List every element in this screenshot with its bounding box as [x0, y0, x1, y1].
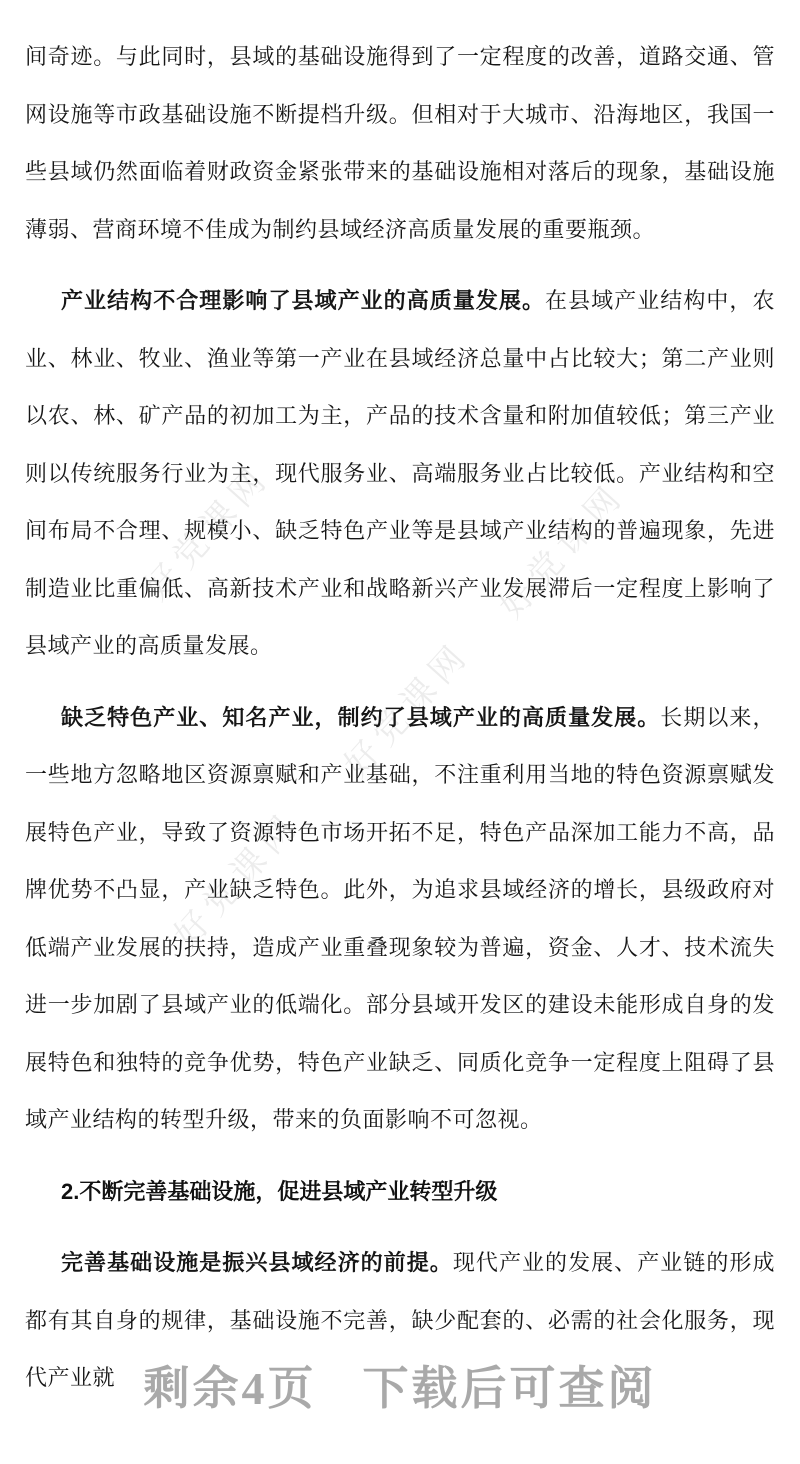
paragraph-lead-bold: 缺乏特色产业、知名产业，制约了县域产业的高质量发展。: [61, 704, 661, 730]
remaining-pages-label: 剩余4页: [143, 1363, 317, 1414]
paragraph-body-text: 长期以来，一些地方忽略地区资源禀赋和产业基础，不注重利用当地的特色资源禀赋发展特色产业，导致了资源特色市场开拓不足，特色产品深加工能力不高，品牌优势不凸显，产业缺乏特色。此外，为追求县域经济的增长，县级政府对低端产业发展的扶持，造成产业重叠现象较为普遍，资金、人才、技术流失进一步加剧了县域产业的低端化。部分县域开发区的建设未能形成自身的发展特色和独特的竞争优势，特色产业缺乏、同质化竞争一定程度上阻碍了县域产业结构的转型升级，带来的负面影响不可忽视。: [25, 704, 775, 1132]
site-watermark: 好党课网: [137, 457, 278, 608]
site-watermark: 好党课网: [167, 804, 308, 955]
paragraph-lack-of-featured-industry: [25, 689, 775, 1149]
paragraph-lead-bold: 完善基础设施是振兴县域经济的前提。: [61, 1250, 453, 1275]
site-watermark: 好党课网: [337, 634, 478, 785]
download-hint-label: 下载后可查阅: [362, 1363, 657, 1414]
document-content: [25, 28, 775, 1421]
paragraph-continuation: 间奇迹。与此同时，县域的基础设施得到了一定程度的改善，道路交通、管网设施等市政基础设施不断提档升级。但相对于大城市、沿海地区，我国一些县域仍然面临着财政资金紧张带来的基础设施相对落后的现象，基础设施薄弱、营商环境不佳成为制约县域经济高质量发展的重要瓶颈。: [25, 44, 775, 242]
section-heading-2: 2.不断完善基础设施，促进县域产业转型升级: [61, 1178, 498, 1204]
paragraph-lead-bold: 产业结构不合理影响了县域产业的高质量发展。: [61, 288, 546, 313]
remaining-pages-notice[interactable]: [0, 1352, 800, 1418]
paragraph-body-text: 现代产业的发展、产业链的形成都有其自身的规律，基础设施不完善，缺少配套的、必需的社会化服务，现代产业就: [25, 1250, 775, 1390]
paragraph-industry-structure: [25, 272, 775, 675]
site-watermark: 好党课网: [492, 475, 633, 626]
paragraph-body-text: 在县域产业结构中，农业、林业、牧业、渔业等第一产业在县域经济总量中占比较大；第二产业则以农、林、矿产品的初加工为主，产品的技术含量和附加值较低；第三产业则以传统服务行业为主，现代服务业、高端服务业占比较低。产业结构和空间布局不合理、规模小、缺乏特色产业等是县域产业结构的普遍现象，先进制造业比重偏低、高新技术产业和战略新兴产业发展滞后一定程度上影响了县域产业的高质量发展。: [25, 288, 775, 658]
